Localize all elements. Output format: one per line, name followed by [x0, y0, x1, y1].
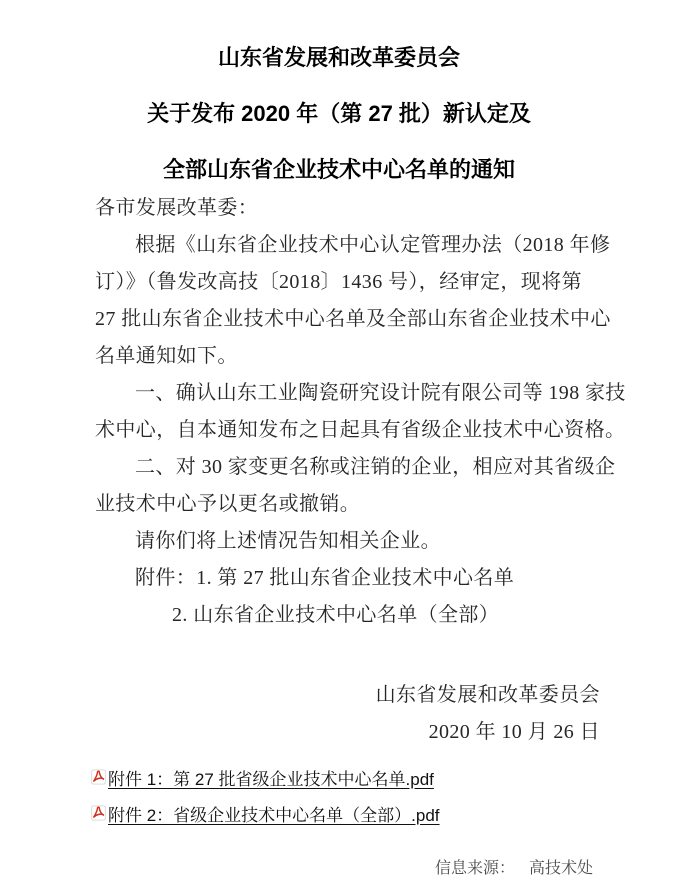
info-source	[0, 837, 678, 892]
signature-block	[0, 677, 678, 751]
title-line-2: 关于发布 2020 年（第 27 批）新认定及	[147, 101, 531, 126]
title-line-3: 全部山东省企业技术中心名单的通知	[162, 157, 515, 182]
body-line: 业技术中心予以更名或撤销。	[95, 493, 361, 515]
attachment-list-line-1: 附件：1. 第 27 批山东省企业技术中心名单	[135, 567, 515, 589]
attachment-pdf-link-1[interactable]: 附件 1：第 27 批省级企业技术中心名单.pdf	[108, 769, 434, 789]
pdf-icon	[91, 769, 106, 785]
body-line: 请你们将上述情况告知相关企业。	[135, 530, 441, 552]
body-line: 根据《山东省企业技术中心认定管理办法（2018 年修	[135, 234, 611, 256]
pdf-icon	[91, 805, 106, 821]
body-line: 名单通知如下。	[95, 345, 238, 367]
body-line: 术中心，自本通知发布之日起具有省级企业技术中心资格。	[95, 419, 626, 441]
title-line-1: 山东省发展和改革委员会	[217, 45, 460, 70]
body-line: 一、确认山东工业陶瓷研究设计院有限公司等 198 家技	[135, 382, 626, 404]
body-line: 各市发展改革委：	[95, 197, 259, 219]
info-source-label: 信息来源：	[434, 860, 515, 877]
attachment-pdf-link-2[interactable]: 附件 2：省级企业技术中心名单（全部）.pdf	[108, 805, 440, 825]
document-title	[0, 0, 678, 182]
attachment-link-row-2[interactable]	[91, 795, 678, 831]
attachment-links	[0, 759, 678, 831]
body-line: 订）》（鲁发改高技〔2018〕1436 号），经审定，现将第	[95, 271, 582, 293]
body-line: 二、对 30 家变更名称或注销的企业，相应对其省级企	[135, 456, 616, 478]
attachment-link-row-1[interactable]	[91, 759, 678, 795]
issue-date: 2020 年 10 月 26 日	[428, 721, 600, 743]
document-body	[0, 190, 678, 634]
attachment-list-line-2: 2. 山东省企业技术中心名单（全部）	[172, 604, 500, 626]
body-line: 27 批山东省企业技术中心名单及全部山东省企业技术中心	[95, 308, 611, 330]
info-source-value: 高技术处	[528, 860, 593, 877]
issuing-authority: 山东省发展和改革委员会	[375, 684, 600, 706]
